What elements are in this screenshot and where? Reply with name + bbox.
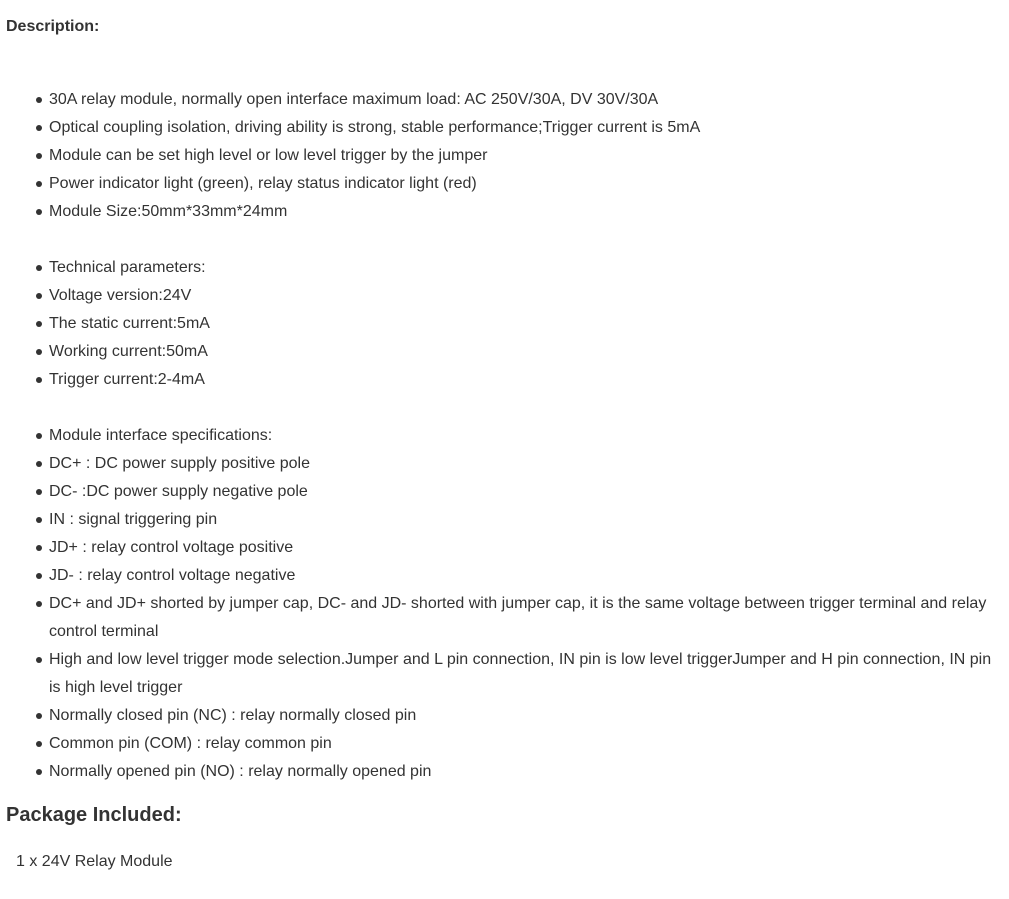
list-item: 30A relay module, normally open interface maximum load: AC 250V/30A, DV 30V/30A <box>49 86 1004 114</box>
list-item: Working current:50mA <box>49 338 1004 366</box>
description-heading: Description: <box>6 18 100 35</box>
list-item: The static current:5mA <box>49 310 1004 338</box>
list-item: DC- :DC power supply negative pole <box>49 478 1004 506</box>
list-item: Common pin (COM) : relay common pin <box>49 730 1004 758</box>
package-heading: Package Included: <box>6 804 182 826</box>
list-item: Normally opened pin (NO) : relay normally opened pin <box>49 758 1004 786</box>
list-item: DC+ and JD+ shorted by jumper cap, DC- and JD- shorted with jumper cap, it is the same voltage between trigger terminal and relay control terminal <box>49 590 1004 646</box>
list-item: Technical parameters: <box>49 254 1004 282</box>
list-item: IN : signal triggering pin <box>49 506 1004 534</box>
list-item: Module interface specifications: <box>49 422 1004 450</box>
list-item: Optical coupling isolation, driving ability is strong, stable performance;Trigger current is 5mA <box>49 114 1004 142</box>
list-item: DC+ : DC power supply positive pole <box>49 450 1004 478</box>
feature-list <box>49 86 1004 226</box>
list-item: High and low level trigger mode selection.Jumper and L pin connection, IN pin is low level triggerJumper and H pin connection, IN pin is high level trigger <box>49 646 1004 702</box>
list-item: Module can be set high level or low level trigger by the jumper <box>49 142 1004 170</box>
list-item: Module Size:50mm*33mm*24mm <box>49 198 1004 226</box>
list-item: Normally closed pin (NC) : relay normally closed pin <box>49 702 1004 730</box>
technical-parameters-list <box>49 254 1004 394</box>
list-item: Power indicator light (green), relay status indicator light (red) <box>49 170 1004 198</box>
list-item: Voltage version:24V <box>49 282 1004 310</box>
list-item: Trigger current:2-4mA <box>49 366 1004 394</box>
interface-specifications-list <box>49 422 1004 786</box>
list-item: JD- : relay control voltage negative <box>49 562 1004 590</box>
package-contents: 1 x 24V Relay Module <box>16 853 173 870</box>
list-item: JD+ : relay control voltage positive <box>49 534 1004 562</box>
